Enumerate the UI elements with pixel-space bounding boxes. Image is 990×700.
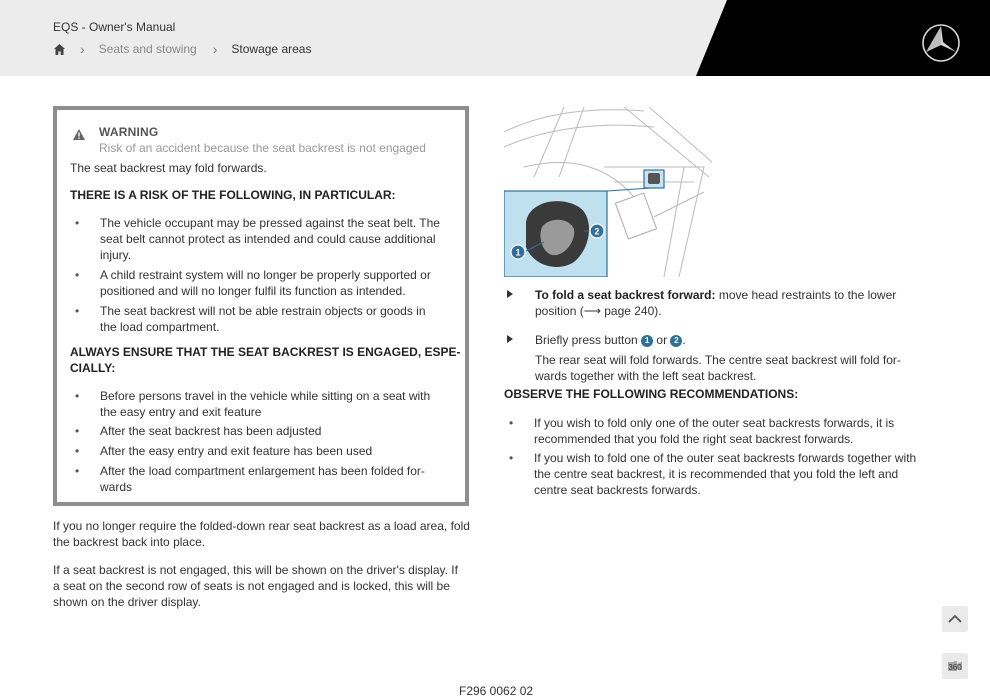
chevron-up-icon xyxy=(942,606,968,632)
paragraph-fold-back: If you no longer require the folded-down rear seat backrest as a load area, fold the backrest back into place. xyxy=(53,519,470,549)
warning-intro: The seat backrest may fold forwards. xyxy=(70,161,267,175)
warning-triangle-icon xyxy=(72,128,86,141)
step-arrow-icon xyxy=(507,335,513,343)
list-item: • Before persons travel in the vehicle while sitting on a seat with the easy entry and exit feature xyxy=(70,388,440,420)
list-item: • After the seat backrest has been adjusted xyxy=(70,423,440,439)
paragraph-display-info: If a seat backrest is not engaged, this will be shown on the driver's display. If a seat on the second row of seats is not engaged and is locked, this will be shown on the driver display. xyxy=(53,563,458,609)
step2-or: or xyxy=(653,333,671,347)
step-press-button xyxy=(504,332,904,348)
list-item: • After the easy entry and exit feature has been used xyxy=(70,443,440,459)
callout-2: 2 xyxy=(594,226,600,237)
button-1-badge: 1 xyxy=(641,335,653,347)
step-fold-forward xyxy=(504,287,904,319)
breadcrumb xyxy=(53,42,311,56)
step1-text: move head restraints to the lower position (⟶ page 240). xyxy=(535,288,897,318)
step2-text: Briefly press button xyxy=(535,333,642,347)
breadcrumb-current: Stowage areas xyxy=(231,42,312,56)
recommendations-heading: OBSERVE THE FOLLOWING RECOMMENDATIONS: xyxy=(504,387,799,401)
step1-label: To fold a seat backrest forward: xyxy=(535,288,716,302)
button-2-badge: 2 xyxy=(670,335,682,347)
step2-end: . xyxy=(682,333,686,347)
seat-release-illustration xyxy=(504,107,712,277)
breadcrumb-link-seats[interactable]: Seats and stowing xyxy=(98,42,197,56)
home-icon[interactable] xyxy=(53,43,66,56)
figure-code: F296 0062 02 xyxy=(459,684,534,698)
video-button[interactable] xyxy=(942,653,968,679)
chevron-right-icon: › xyxy=(212,40,218,57)
ensure-heading-2: CIALLY: xyxy=(70,361,116,375)
callout-1: 1 xyxy=(515,247,521,258)
scroll-to-top-button[interactable] xyxy=(942,606,968,632)
chevron-right-icon: › xyxy=(80,40,85,57)
recommendations-list xyxy=(504,415,922,498)
risk-heading: THERE IS A RISK OF THE FOLLOWING, IN PARTICULAR: xyxy=(70,188,396,202)
video-label: 360 xyxy=(948,663,962,672)
warning-box xyxy=(53,106,469,506)
step-arrow-icon xyxy=(507,290,513,298)
video-icon xyxy=(942,653,968,679)
risk-list xyxy=(70,215,440,335)
mercedes-star-logo[interactable] xyxy=(921,23,961,63)
ensure-heading-1: ALWAYS ENSURE THAT THE SEAT BACKREST IS ENGAGED, ESPE- xyxy=(70,345,461,359)
warning-title: WARNING xyxy=(99,125,159,139)
list-item: • If you wish to fold only one of the outer seat backrests forwards, it is recommended that you fold the right seat backrest forwards. xyxy=(504,415,922,447)
list-item: • The vehicle occupant may be pressed against the seat belt. The seat belt cannot protect as intended and could cause additional injury. xyxy=(70,215,440,263)
ensure-list xyxy=(70,388,440,495)
step2-result: The rear seat will fold forwards. The centre seat backrest will fold for- wards together with the left seat backrest. xyxy=(535,353,901,383)
app-title: EQS - Owner's Manual xyxy=(53,20,176,34)
warning-subtitle: Risk of an accident because the seat backrest is not engaged xyxy=(99,141,426,155)
list-item: • The seat backrest will not be able restrain objects or goods in the load compartment. xyxy=(70,303,440,335)
step-result xyxy=(504,352,904,384)
list-item: • If you wish to fold one of the outer seat backrests forwards together with the centre seat backrest, it is recommended that you fold the left and centre seat backrests forwards. xyxy=(504,450,922,498)
list-item: • A child restraint system will no longer be properly supported or positioned and will no longer fulfil its function as intended. xyxy=(70,267,440,299)
list-item: • After the load compartment enlargement has been folded for- wards xyxy=(70,463,440,495)
